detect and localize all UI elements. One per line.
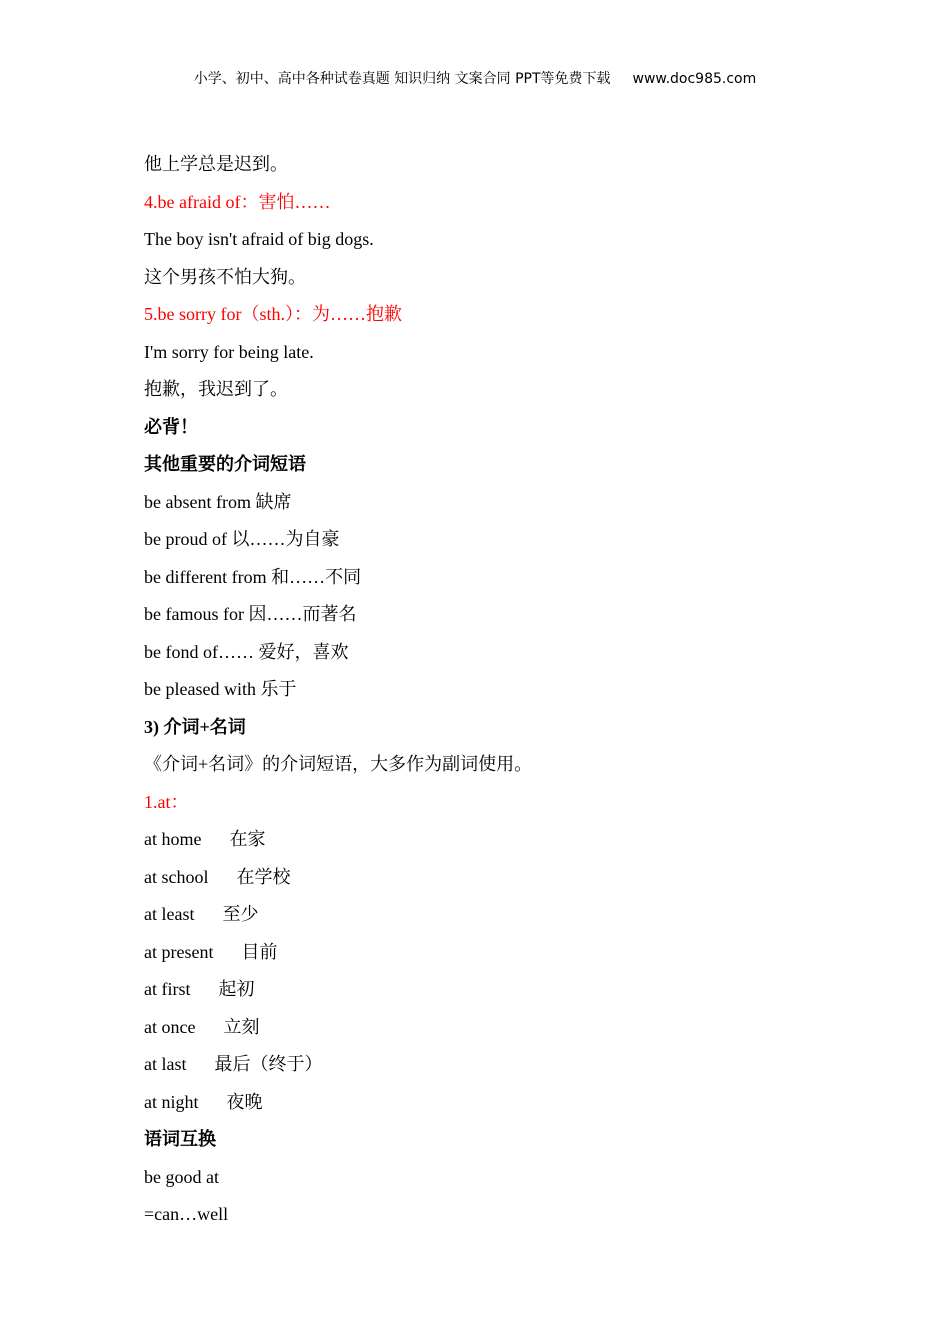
at-phrase-item	[144, 1048, 804, 1086]
phrase-heading: 1.at：	[144, 791, 189, 812]
phrase-item: =can…well	[144, 1204, 229, 1224]
phrase-item: be proud of 以……为自豪	[144, 529, 340, 549]
at-phrase-zh: 至少	[222, 904, 259, 924]
phrase-item: be good at	[144, 1166, 219, 1187]
at-phrase-en: at last	[144, 1054, 187, 1074]
at-phrase-item	[144, 973, 804, 1011]
phrase-item: be famous for 因……而著名	[144, 604, 357, 624]
at-phrase-item	[144, 1086, 804, 1124]
at-phrase-zh: 目前	[241, 941, 278, 962]
phrase-item: be different from 和……不同	[144, 566, 362, 587]
at-phrase-en: at school	[144, 866, 209, 887]
example-sentence: I'm sorry for being late.	[144, 341, 314, 362]
at-phrase-zh: 立刻	[223, 1016, 260, 1037]
at-phrase-zh: 在家	[229, 829, 266, 849]
phrase-item: be pleased with 乐于	[144, 679, 297, 699]
at-phrase-zh: 最后（终于）	[214, 1054, 323, 1074]
at-phrase-item	[144, 936, 804, 974]
document-body	[144, 148, 804, 1236]
header-text: 小学、初中、高中各种试卷真题 知识归纳 文案合同 PPT等免费下载	[193, 71, 611, 87]
example-translation: 这个男孩不怕大狗。	[144, 266, 306, 287]
section-title: 3) 介词+名词	[144, 716, 246, 737]
example-sentence: The boy isn't afraid of big dogs.	[144, 229, 374, 249]
at-phrase-en: at home	[144, 829, 202, 849]
at-phrase-item	[144, 861, 804, 899]
at-phrase-zh: 夜晚	[226, 1091, 263, 1112]
at-phrase-en: at present	[144, 941, 214, 962]
at-phrase-en: at least	[144, 904, 195, 924]
at-phrase-item	[144, 898, 804, 936]
example-translation: 抱歉，我迟到了。	[144, 379, 288, 399]
section-title: 语词互换	[144, 1129, 216, 1149]
at-phrase-item	[144, 1011, 804, 1049]
phrase-heading: 5.be sorry for（sth.）：为……抱歉	[144, 304, 402, 324]
at-phrase-zh: 起初	[218, 979, 255, 999]
at-phrase-item	[144, 823, 804, 861]
section-description: 《介词+名词》的介词短语，大多作为副词使用。	[144, 754, 533, 774]
at-phrase-en: at once	[144, 1016, 196, 1037]
at-phrase-en: at night	[144, 1091, 199, 1112]
section-title: 其他重要的介词短语	[144, 454, 306, 474]
header-site-link[interactable]: www.doc985.com	[632, 71, 757, 87]
section-note: 必背！	[144, 416, 198, 437]
text-line: 他上学总是迟到。	[144, 154, 288, 174]
page-header	[0, 68, 950, 88]
at-phrase-en: at first	[144, 979, 191, 999]
phrase-heading: 4.be afraid of：害怕……	[144, 191, 331, 212]
phrase-item: be fond of…… 爱好，喜欢	[144, 641, 349, 662]
at-phrase-zh: 在学校	[236, 866, 291, 887]
phrase-item: be absent from 缺席	[144, 491, 292, 512]
